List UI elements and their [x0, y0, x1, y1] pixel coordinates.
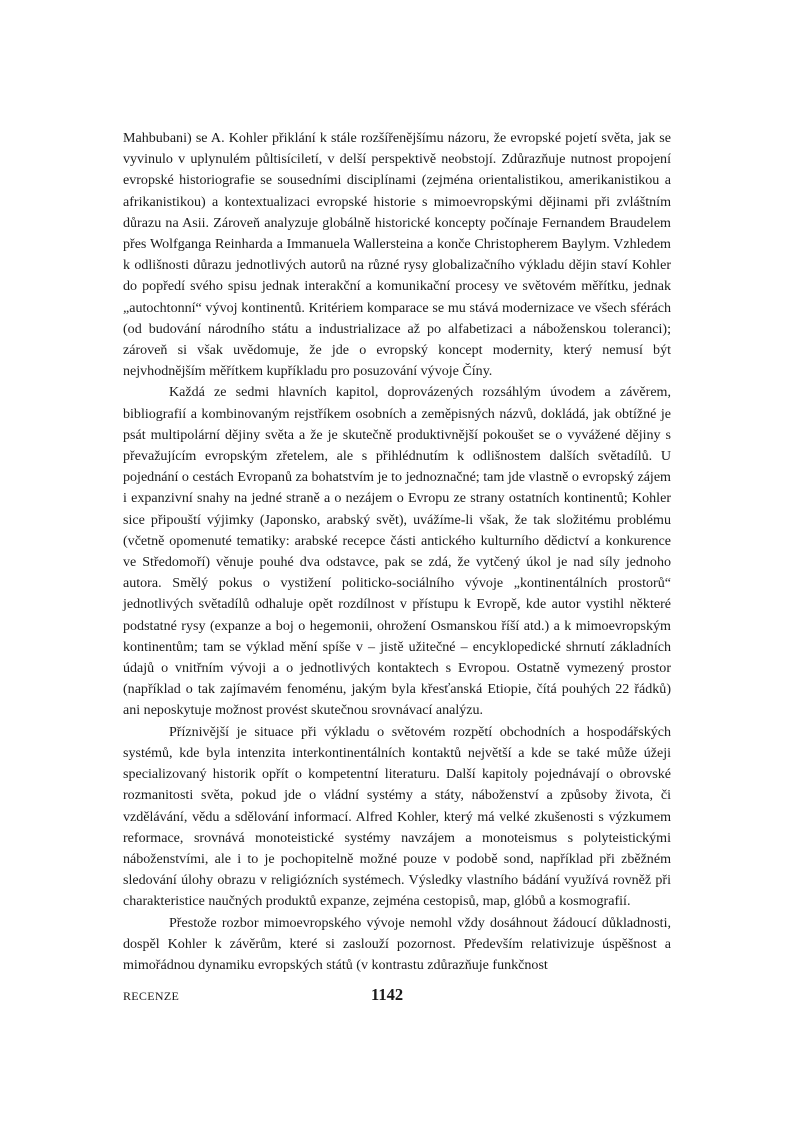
paragraph-3: Příznivější je situace při výkladu o světovém rozpětí obchodních a hospodářských systémů, kde byla intenzita interkontinentálních kontaktů největší a kde se také může úžeji specializovaný historik opřít o kompetentní literaturu. Další kapitoly pojednávají o obrovské rozmanitosti světa, pokud jde o vládní systémy a státy, náboženství a způsoby života, či vzdělávání, vědu a sdělování informací. Alfred Kohler, který má velké zkušenosti s výzkumem reformace, srovnává monoteistické systémy navzájem a monoteismus s polyteistickými náboženstvími, ale i to je pochopitelně možné pouze v podobě sond, například při zběžném sledování úlohy obrazu v religiózních systémech. Výsledky vlastního bádání využívá rovněž při charakteristice naučných produktů expanze, zejména cestopisů, map, glóbů a kosmografií.: [123, 723, 671, 910]
review-body: [123, 128, 671, 976]
paragraph-4: Přestože rozbor mimoevropského vývoje nemohl vždy dosáhnout žádoucí důkladnosti, dospěl Kohler k závěrům, které si zaslouží pozornost. Především relativizuje úspěšnost a mimořádnou dynamiku evropských států (v kontrastu zdůrazňuje funkčnost: [123, 914, 671, 973]
page-number: 1142: [371, 985, 404, 1004]
paragraph-2: Každá ze sedmi hlavních kapitol, doprovázených rozsáhlým úvodem a závěrem, bibliografií a kombinovaným rejstříkem osobních a zeměpisných názvů, dokládá, jak obtížné je psát multipolární dějiny světa a že je skutečně produktivnější pokoušet se o vyvážené dějiny s převažujícím evropským zřetelem, ale s přihlédnutím k odlišnostem dalších světadílů. U pojednání o cestách Evropanů za bohatstvím je to jednoznačné; tam jde vlastně o evropský zájem i expanzivní snahy na jedné straně a o nezájem o Evropu ze strany ostatních kontinentů; Kohler sice připouští výjimky (Japonsko, arabský svět), uvážíme-li však, že tak složitému problému (včetně opomenuté tematiky: arabské recepce části antického kulturního dědictví a konkurence ve Středomoří) věnuje pouhé dva odstavce, pak se zdá, že vytčený úkol je nad síly jednoho autora. Smělý pokus o vystižení politicko-sociálního vývoje „kontinentálních prostorů“ jednotlivých světadílů odhaluje opět rozdílnost v přístupu k Evropě, kde autor vystihl některé podstatné rysy (expanze a boj o hegemonii, ohrožení Osmanskou říší atd.) a k mimoevropským kontinentům; tam se výklad mění spíše v – jistě užitečné – encyklopedické shrnutí základních údajů o vnitřním vývoji a o jednotlivých kontaktech s Evropou. Ostatně vymezený prostor (například o tak zajímavém fenoménu, jakým byla křesťanská Etiopie, čítá pouhých 22 řádků) ani neposkytuje možnost provést skutečnou srovnávací analýzu.: [123, 384, 671, 719]
paragraph-1: Mahbubani) se A. Kohler přiklání k stále rozšířenějšímu názoru, že evropské pojetí světa, jak se vyvinulo v uplynulém půltisíciletí, v delší perspektivě neobstojí. Zdůrazňuje nutnost propojení evropské historiografie se sousedními disciplínami (zejména orientalistikou, amerikanistikou a afrikanistikou) a kontextualizaci evropské historie s mimoevropskými dějinami při zvláštním důrazu na Asii. Zároveň analyzuje globálně historické koncepty počínaje Fernandem Braudelem přes Wolfganga Reinharda a Immanuela Wallersteina a konče Christopherem Baylym. Vzhledem k odlišnosti důrazu jednotlivých autorů na různé rysy globalizačního výkladu dějin staví Kohler do popředí svého spisu jednak interakční a komunikační procesy ve světovém měřítku, jednak „autochtonní“ vývoj kontinentů. Kritériem komparace se mu stává modernizace ve všech sférách (od budování národního státu a industrializace až po alfabetizaci a náboženskou toleranci); zároveň si však uvědomuje, že jde o evropský koncept modernity, který nemusí být nejvhodnějším měřítkem kupříkladu pro posuzování vývoje Číny.: [123, 130, 671, 380]
page-footer: [123, 985, 671, 1009]
section-label: RECENZE: [123, 989, 180, 1003]
